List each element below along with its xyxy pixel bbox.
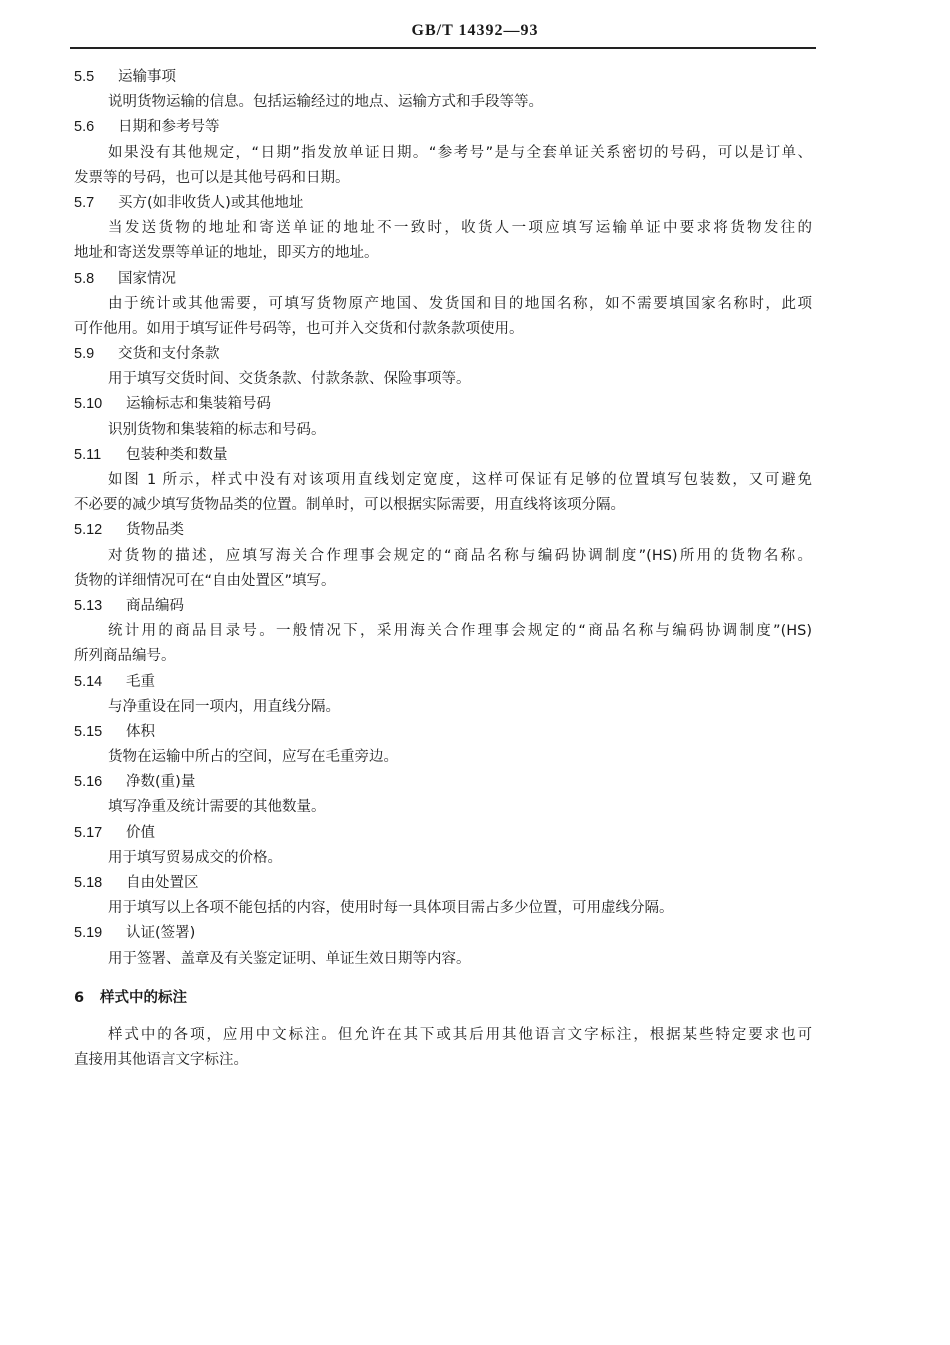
- subsection-title: 体积: [126, 723, 155, 740]
- subsection-number: 5.8: [74, 270, 95, 287]
- document-body: [74, 65, 812, 1073]
- subsection-number: 5.7: [74, 194, 95, 211]
- subsection-5-8: [74, 267, 812, 343]
- subsection-title: 运输标志和集装箱号码: [126, 396, 271, 413]
- subsection-number: 5.17: [74, 824, 103, 841]
- subsection-number: 5.15: [74, 723, 103, 740]
- document-header: GB/T 14392—93: [411, 22, 539, 39]
- subsection-heading: [74, 871, 812, 896]
- section-heading: [74, 986, 812, 1011]
- subsection-heading: [74, 921, 812, 946]
- subsection-heading: [74, 518, 812, 543]
- subsection-heading: [74, 594, 812, 619]
- paragraph-line: 用于填写贸易成交的价格。: [108, 849, 282, 866]
- subsection-number: 5.11: [74, 446, 102, 463]
- subsection-heading: [74, 670, 812, 695]
- subsection-5-7: [74, 191, 812, 267]
- subsection-heading: [74, 821, 812, 846]
- paragraph-line: 如果没有其他规定，“日期”指发放单证日期。“参考号”是与全套单证关系密切的号码，可以是订单、: [108, 144, 812, 161]
- subsection-5-6: [74, 115, 812, 191]
- paragraph-line: 不必要的减少填写货物品类的位置。制单时，可以根据实际需要，用直线将该项分隔。: [74, 497, 625, 514]
- paragraph-line: 识别货物和集装箱的标志和号码。: [108, 421, 326, 438]
- subsection-title: 毛重: [126, 673, 155, 690]
- subsection-5-19: [74, 921, 812, 971]
- subsection-5-18: [74, 871, 812, 921]
- paragraph-line: 当发送货物的地址和寄送单证的地址不一致时，收货人一项应填写运输单证中要求将货物发往的: [108, 220, 812, 237]
- subsection-title: 认证(签署): [126, 925, 196, 942]
- subsection-title: 日期和参考号等: [118, 119, 220, 136]
- subsection-heading: [74, 770, 812, 795]
- subsection-title: 运输事项: [118, 69, 176, 85]
- subsection-number: 5.6: [74, 119, 95, 136]
- paragraph-line: 说明货物运输的信息。包括运输经过的地点、运输方式和手段等等。: [108, 94, 543, 111]
- subsection-heading: [74, 65, 812, 90]
- paragraph-line: 用于填写以上各项不能包括的内容，使用时每一具体项目需占多少位置，可用虚线分隔。: [108, 900, 674, 917]
- paragraph-line: 直接用其他语言文字标注。: [74, 1052, 248, 1069]
- subsection-title: 交货和支付条款: [118, 346, 220, 363]
- spacer: [74, 1011, 812, 1023]
- paragraph-line: 填写净重及统计需要的其他数量。: [108, 799, 326, 816]
- subsection-title: 包装种类和数量: [126, 446, 228, 463]
- subsection-number: 5.14: [74, 673, 103, 690]
- subsection-heading: [74, 115, 812, 140]
- subsection-title: 净数(重)量: [126, 774, 196, 791]
- subsection-number: 5.9: [74, 346, 95, 363]
- subsection-heading: [74, 191, 812, 216]
- subsection-5-9: [74, 342, 812, 392]
- paragraph-line: 地址和寄送发票等单证的地址，即买方的地址。: [74, 245, 379, 262]
- subsection-heading: [74, 342, 812, 367]
- paragraph-line: 货物在运输中所占的空间，应写在毛重旁边。: [108, 749, 398, 766]
- subsection-title: 价值: [126, 824, 155, 841]
- subsection-number: 5.13: [74, 597, 103, 614]
- paragraph-line: 对货物的描述，应填写海关合作理事会规定的“商品名称与编码协调制度”(HS)所用的货物名称。: [108, 547, 812, 564]
- subsection-number: 5.12: [74, 522, 103, 539]
- paragraph-line: 货物的详细情况可在“自由处置区”填写。: [74, 572, 336, 589]
- subsection-number: 5.5: [74, 69, 95, 85]
- paragraph-line: 统计用的商品目录号。一般情况下，采用海关合作理事会规定的“商品名称与编码协调制度”(HS): [108, 623, 812, 640]
- subsection-5-16: [74, 770, 812, 820]
- subsection-5-15: [74, 720, 812, 770]
- paragraph-line: 如图 1 所示，样式中没有对该项用直线划定宽度，这样可保证有足够的位置填写包装数，又可避免: [108, 472, 812, 488]
- subsection-heading: [74, 720, 812, 745]
- subsection-5-14: [74, 670, 812, 720]
- paragraph-line: 所列商品编号。: [74, 648, 176, 665]
- paragraph-line: 可作他用。如用于填写证件号码等，也可并入交货和付款条款项使用。: [74, 320, 524, 337]
- subsection-5-17: [74, 821, 812, 871]
- paragraph-line: 与净重设在同一项内，用直线分隔。: [108, 698, 340, 715]
- section-title: 样式中的标注: [100, 989, 187, 1006]
- subsection-heading: [74, 443, 812, 468]
- subsection-heading: [74, 267, 812, 292]
- subsection-title: 自由处置区: [126, 875, 199, 891]
- paragraph-line: 由于统计或其他需要，可填写货物原产地国、发货国和目的地国名称，如不需要填国家名称时，此项: [108, 295, 812, 312]
- subsection-number: 5.19: [74, 925, 103, 942]
- paragraph-line: 用于签署、盖章及有关鉴定证明、单证生效日期等内容。: [108, 950, 471, 967]
- subsection-title: 货物品类: [126, 522, 184, 539]
- subsection-5-13: [74, 594, 812, 670]
- header-rule: [70, 47, 816, 49]
- paragraph-line: 用于填写交货时间、交货条款、付款条款、保险事项等。: [108, 371, 471, 388]
- subsection-title: 商品编码: [126, 597, 184, 614]
- paragraph-line: 发票等的号码，也可以是其他号码和日期。: [74, 169, 350, 186]
- subsection-number: 5.16: [74, 774, 103, 791]
- paragraph-line: 样式中的各项，应用中文标注。但允许在其下或其后用其他语言文字标注，根据某些特定要求也可: [108, 1026, 812, 1043]
- subsection-heading: [74, 392, 812, 417]
- section-6: [74, 986, 812, 1074]
- subsection-number: 5.18: [74, 875, 103, 891]
- subsection-title: 国家情况: [118, 270, 176, 287]
- section-number: 6: [74, 989, 85, 1006]
- subsection-5-5: [74, 65, 812, 115]
- subsection-5-10: [74, 392, 812, 442]
- subsection-number: 5.10: [74, 396, 103, 413]
- subsection-title: 买方(如非收货人)或其他地址: [118, 194, 304, 211]
- subsection-5-12: [74, 518, 812, 594]
- subsection-5-11: [74, 443, 812, 519]
